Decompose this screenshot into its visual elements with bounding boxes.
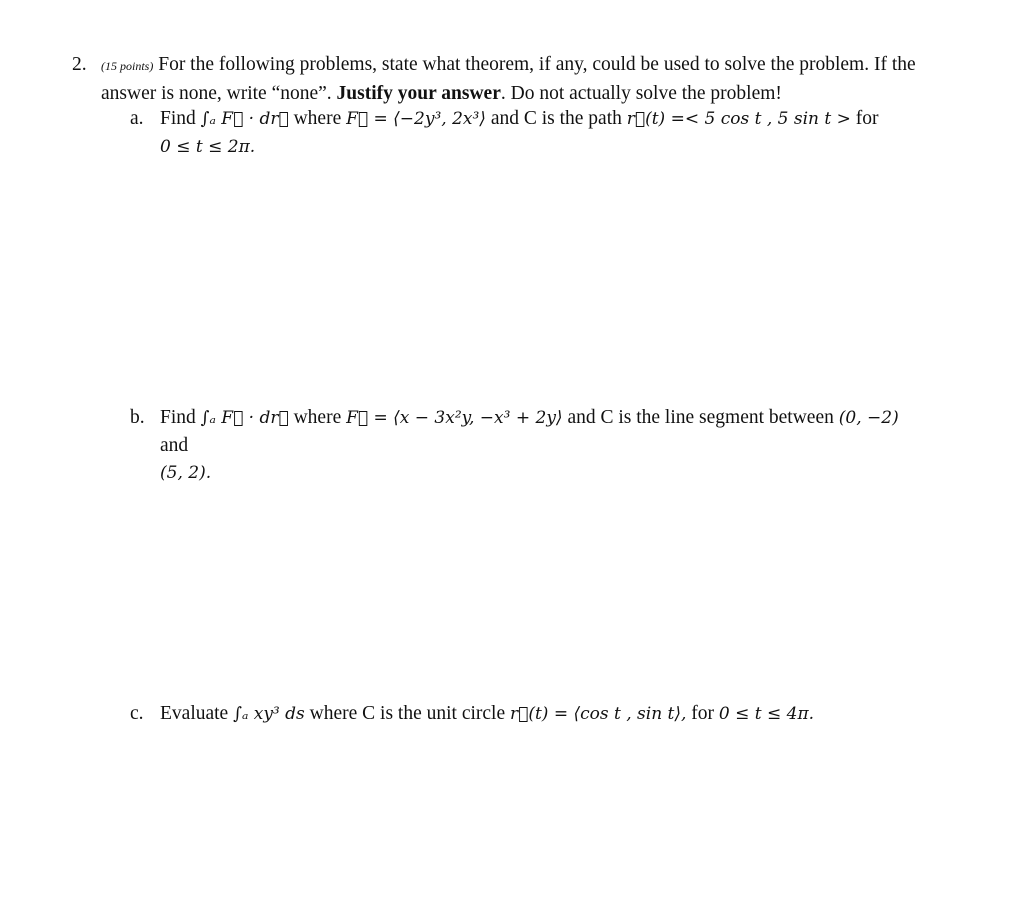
curve-description: where C is the unit circle xyxy=(309,703,506,724)
part-b-text xyxy=(130,404,930,487)
curve-description: and C is the line segment between xyxy=(567,407,834,428)
parameter-range: 0 ≤ t ≤ 2π. xyxy=(160,137,256,157)
path-parametrization: r⃗(t) = ⟨cos t , sin t⟩, xyxy=(510,704,687,724)
evaluate-word: Evaluate xyxy=(160,703,229,724)
line-integral: ∫ₐ F⃗ · dr⃗ xyxy=(200,109,289,129)
part-letter: b. xyxy=(130,407,145,428)
points-label: (15 points) xyxy=(101,59,154,73)
find-word: Find xyxy=(160,108,196,129)
part-c xyxy=(130,700,930,728)
instructions-tail: . Do not actually solve the problem! xyxy=(500,83,782,104)
part-a-text xyxy=(130,105,930,161)
vector-field: F⃗ = ⟨−2y³, 2x³⟩ xyxy=(346,109,486,129)
and-word: and xyxy=(160,435,189,456)
part-b xyxy=(130,404,930,487)
parameter-range: 0 ≤ t ≤ 4π. xyxy=(718,704,815,724)
problem-number: 2. xyxy=(72,54,87,75)
part-letter: a. xyxy=(130,108,144,129)
part-letter: c. xyxy=(130,703,144,724)
start-point: (0, −2) xyxy=(838,408,899,428)
instructions-emphasis: Justify your answer xyxy=(336,83,501,104)
path-parametrization: r⃗(t) =< 5 cos t , 5 sin t > xyxy=(626,109,851,129)
end-point: (5, 2). xyxy=(160,463,212,483)
for-word: for xyxy=(855,108,879,129)
problem-2 xyxy=(72,51,952,107)
where-word: where xyxy=(293,108,342,129)
problem-header xyxy=(72,51,952,107)
find-word: Find xyxy=(160,407,196,428)
part-c-text xyxy=(130,700,930,728)
part-a xyxy=(130,105,930,161)
for-word: for xyxy=(691,703,715,724)
where-word: where xyxy=(293,407,342,428)
curve-description: and C is the path xyxy=(490,108,622,129)
line-integral: ∫ₐ F⃗ · dr⃗ xyxy=(200,408,289,428)
vector-field: F⃗ = ⟨x − 3x²y, −x³ + 2y⟩ xyxy=(346,408,563,428)
instructions-text: For the following problems, state what theorem, if any, could be used to solve the problem. If the answer is none, write “none”. xyxy=(101,54,916,104)
line-integral: ∫ₐ xy³ ds xyxy=(233,704,305,724)
